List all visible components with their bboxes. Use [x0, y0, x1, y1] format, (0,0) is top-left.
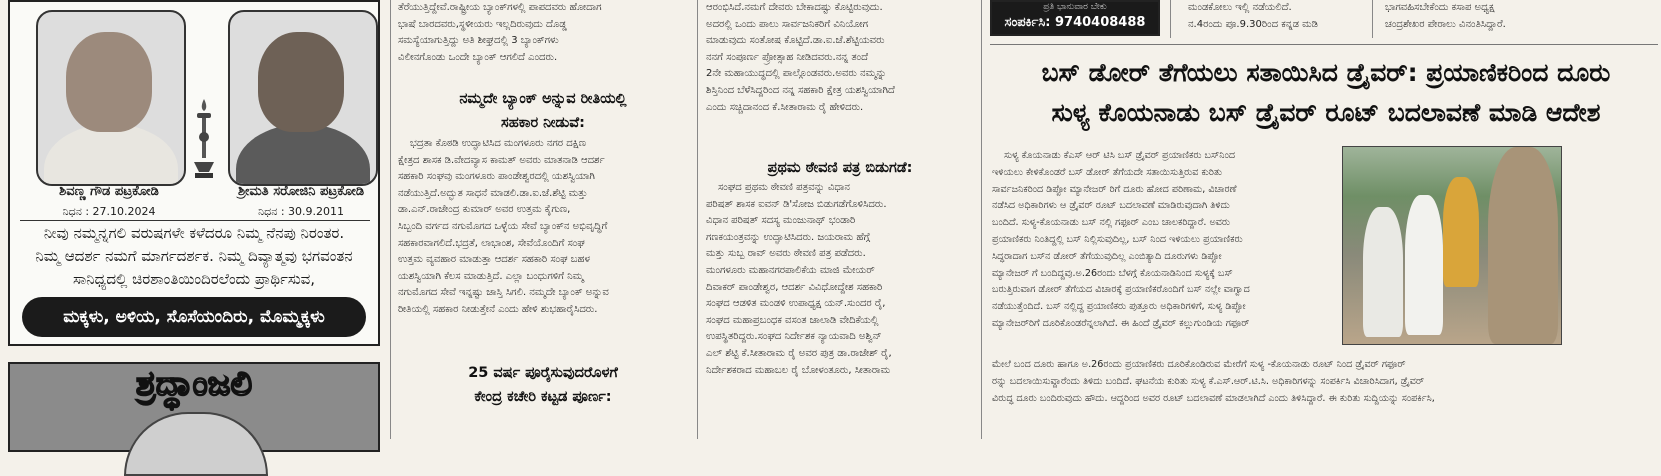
paragraph-line: ಭಾಗವಹಿಸಬೇಕೆಂದು ಕಸಾಪ ಅಧ್ಯಕ್ಷ — [1385, 2, 1495, 13]
paragraph-line: ಸಿಬ್ಬಂದಿ ವರ್ಗದ ನಗುಮೊಗದ ಒಳ್ಳೆಯ ಸೇವೆ ಬ್ಯಾಂಕ್‌ನ ಅಭಿವೃದ್ಧಿಗೆ — [398, 220, 608, 232]
paragraph-line: ಭದ್ರತಾ ಕೊಠಡಿ ಉದ್ಘಾಟಿಸಿದ ಮಂಗಳೂರು ನಗರ ದಕ್ಷಿಣ — [410, 138, 587, 149]
article-column-2-body — [706, 180, 974, 379]
paragraph-line: ಇಳಿಯಲು ಕೇಳಿಕೊಂಡರೆ ಬಸ್ ಡೋರ್ ತೆಗೆಯದೇ ಸತಾಯಿಸುತ್ತಿರುವ ಕುರಿತು — [992, 166, 1223, 178]
tribute-portrait — [124, 412, 268, 476]
paragraph-line: ಕ್ಷೇತ್ರದ ಶಾಸಕ ಡಿ.ವೇದವ್ಯಾಸ ಕಾಮತ್ ಅವರು ಮಾತನಾಡಿ ಆದರ್ಶ — [398, 154, 605, 166]
paragraph-line: ಪರಿಷತ್ ಶಾಸಕ ಐವನ್ ಡಿ'ಸೋಜ ಬಿಡುಗಡೆಗೊಳಿಸಿದರು. — [706, 198, 887, 210]
paragraph-line: ನಡೆಯುತ್ತಿದೆ.ಅದ್ಭುತ ಸಾಧನೆ ಮಾಡಲಿ.ಡಾ.ಐ.ಜೆ.ಶೆಟ್ಟಿ ಮತ್ತು — [398, 187, 588, 199]
classified-ad — [990, 0, 1160, 36]
portrait-right — [228, 10, 378, 186]
paragraph-line: ಸಂಘದ ಮಹಾಪ್ರಬಂಧಕ ವಸಂತ ಜಾಲಾಡಿ ವೇದಿಕೆಯಲ್ಲಿ — [706, 314, 879, 326]
subheading: 25 ವರ್ಷ ಪೂರೈಸುವುದರೊಳಗೆ — [468, 365, 618, 381]
paragraph-line: ಆರಂಭಿಸಿದೆ.ನಮಗೆ ದೇವರು ಬೇಕಾದಷ್ಟು ಕೊಟ್ಟಿರುವುದು. — [706, 2, 883, 13]
paragraph-line: ಮೇಲೆ ಬಂದ ದೂರು ಹಾಗೂ ಅ.26ರಂದು ಪ್ರಯಾಣಿಕರು ದೂರಿಕೊಂಡಿರುವ ಮೇರೆಗೆ ಸುಳ್ಯ -ಕೊಯನಾಡು ರೂಟ್ ನಿಂದ ಡ್ರೈವರ್ ಗಫೂರ್ — [992, 359, 1406, 370]
column-divider — [1372, 0, 1373, 38]
obituary-line: ಸಾನಿಧ್ಯದಲ್ಲಿ ಚಿರಶಾಂತಿಯಿಂದಿರಲೆಂದು ಪ್ರಾರ್ಥಿಸುವ, — [72, 270, 316, 288]
paragraph-line: ನನಗೆ ಸಂಪೂರ್ಣ ಪ್ರೋತ್ಸಾಹ ನೀಡಿದವರು.ನನ್ನ ತಂದೆ — [706, 51, 868, 63]
ad-phone: ಸಂಪರ್ಕಿಸಿ: 9740408488 — [1004, 15, 1146, 30]
paragraph-line: ನಗುಮೊಗದ ಸೇವೆ ಇನ್ನಷ್ಟು ಜಾಸ್ತಿ ಸಿಗಲಿ. ನಮ್ಮದೇ ಬ್ಯಾಂಕ್ ಅನ್ನುವ — [398, 287, 609, 299]
column-divider — [1170, 0, 1171, 38]
paragraph-line: ಡಾ.ಎನ್.ರಾಜೇಂದ್ರ ಕುಮಾರ್ ಅವರ ಉತ್ತಮ ಕೈಗುಣ, — [398, 204, 571, 216]
paragraph-line: ವಿರುದ್ಧ ದೂರು ಬಂದಿರುವುದು ಹೌದು. ಆದ್ದರಿಂದ ಅವರ ರೂಟ್ ಬದಲಾವಣೆ ಮಾಡಲಾಗಿದೆ ಎಂದು ತಿಳಿಸಿದ್ದಾರೆ. ಈ ಕುರಿತು ಸುದ್ದಿಯನ್ನು ಸಂಪರ್ಕಿಸಿ, — [992, 392, 1435, 404]
paragraph-line: ಸಿದ್ಧರಾದಾಗ ಬಸ್‌ನ ಡೋರ್ ತೆಗೆಯುವುದಿಲ್ಲ ಎಂಬಿತ್ಯಾದಿ ದೂರುಗಳು ಡಿಪ್ಪೋ — [992, 250, 1222, 262]
paragraph-line: ಉತ್ತಮ ವ್ಯವಹಾರ ಮಾಡುತ್ತಾ ಆದರ್ಶ ಸಹಕಾರಿ ಸಂಘ ಬಹಳ — [398, 254, 590, 266]
paragraph-line: ಅದರಲ್ಲಿ ಒಂದು ಪಾಲು ಸಾರ್ವಜನಿಕರಿಗೆ ವಿನಿಯೋಗ — [706, 18, 869, 30]
subheading: ಕೇಂದ್ರ ಕಚೇರಿ ಕಟ್ಟಡ ಪೂರ್ಣ: — [474, 389, 612, 405]
left-person-name: ಶಿವಣ್ಣ ಗೌಡ ಪಟ್ರಕೋಡಿ — [59, 184, 159, 199]
obituary-line: ನೀವು ನಮ್ಮನ್ನಗಲಿ ವರುಷಗಳೇ ಕಳೆದರೂ ನಿಮ್ಮ ನೆನಪು ನಿರಂತರ. — [43, 224, 345, 242]
subheading: ಸಹಕಾರ ನೀಡುವೆ: — [501, 115, 585, 131]
paragraph-line: ಎಂದು ಸಚ್ಚಿದಾನಂದ ಕೆ.ಸೀತಾರಾಮ ರೈ ಹೇಳಿದರು. — [706, 101, 864, 113]
paragraph-line: ಸಮಸ್ಯೆಯಾಗುತ್ತಿದ್ದು ಅತಿ ಶೀಘ್ರದಲ್ಲಿ 3 ಬ್ಯಾಂಕ್‌ಗಳು — [398, 35, 559, 47]
paragraph-line: ಸುಳ್ಯ ಕೊಯನಾಡು ಕೆಎಸ್ ಆರ್ ಟಿಸಿ ಬಸ್ ಡ್ರೈವರ್ ಪ್ರಯಾಣಿಕರು ಬಸ್‌ನಿಂದ — [1004, 150, 1236, 161]
paragraph-line: ಮಂಡಕೋಲು ಇಲ್ಲಿ ನಡೆಯಲಿದೆ. — [1188, 2, 1292, 13]
obituary-line: ನಿಮ್ಮ ಆದರ್ಶ ನಮಗೆ ಮಾರ್ಗದರ್ಶಕ. ನಿಮ್ಮ ದಿವ್ಯಾತ್ಮವು ಭಗವಂತನ — [35, 247, 353, 265]
headline-line-2: ಸುಳ್ಯ ಕೊಯನಾಡು ಬಸ್ ಡ್ರೈವರ್ ರೂಟ್ ಬದಲಾವಣೆ ಮಾಡಿ ಆದೇಶ — [1051, 98, 1601, 127]
left-death-date: ನಿಧನ : 27.10.2024 — [62, 205, 156, 218]
column-divider — [697, 0, 698, 439]
subheading: ನಮ್ಮದೇ ಬ್ಯಾಂಕ್ ಅನ್ನುವ ರೀತಿಯಲ್ಲಿ — [459, 91, 627, 107]
divider — [990, 44, 1658, 45]
tribute-title: ಶ್ರದ್ಧಾಂಜಲಿ — [135, 364, 253, 404]
article-column-2 — [706, 0, 974, 116]
paragraph-line: ಮಾಡುವುದು ಸಂತೋಷ ಕೊಟ್ಟಿದೆ.ಡಾ.ಐ.ಜೆ.ಶೆಟ್ಟಿಯವರು — [706, 35, 885, 47]
news-photo — [1342, 146, 1562, 345]
paragraph-line: ಸಹಕಾರವಾಗಲಿದೆ.ಭದ್ರತೆ, ಲಾಭಾಂಶ, ಸೇವೆಯೊಂದಿಗೆ ಸಂಘ — [398, 237, 585, 249]
right-death-date: ನಿಧನ : 30.9.2011 — [257, 205, 345, 218]
paragraph-line: ಸಂಘದ ಪ್ರಥಮ ಠೇವಣಿ ಪತ್ರವನ್ನು ವಿಧಾನ — [718, 182, 850, 193]
paragraph-line: ಭಾಷೆ ಬಾರದವರು,ಸ್ಥಳೀಯರು ಇಲ್ಲದಿರುವುದು ದೊಡ್ಡ — [398, 18, 567, 30]
paragraph-line: ರೀತಿಯಲ್ಲಿ ಸಹಕಾರ ನೀಡುತ್ತೇನೆ ಎಂದು ಹೇಳಿ ಶುಭಹಾರೈಸಿದರು. — [398, 303, 598, 315]
paragraph-line: ರನ್ನು ಬದಲಾಯಿಸುವ್ದಾರೆಂದು ತಿಳಿದು ಬಂದಿದೆ. ಘಟನೆಯ ಕುರಿತು ಸುಳ್ಯ ಕೆ.ಎಸ್.ಆರ್.ಟಿ.ಸಿ. ಅಧಿಕಾರಿಗಳನ್ನು ಸಂಪರ್ಕಿಸಿ ವಿಚಾರಿಸಿದಾಗ, ಡ್ರೈವರ್ — [992, 375, 1425, 387]
news-body-wide — [992, 357, 1660, 407]
paragraph-line: ವಿಧಾನ ಪರಿಷತ್ ಸದಸ್ಯ ಮಂಜುನಾಥ್ ಭಂಡಾರಿ — [706, 215, 856, 227]
oil-lamp-icon — [189, 97, 219, 182]
column-divider — [981, 0, 982, 439]
paragraph-line: ಉಪಸ್ಥಿತರಿದ್ದರು.ಸಂಘದ ನಿರ್ದೇಶಕ ನ್ಯಾಯವಾದಿ ಅಶ್ವಿನ್ — [706, 331, 882, 343]
paragraph-line: ಮಂಗಳೂರು ಮಹಾನಗರಪಾಲಿಕೆಯ ಮಾಜಿ ಮೇಯರ್ — [706, 264, 875, 276]
paragraph-line: ಮ್ಯಾನೇಜರ್ ಗೆ ಬಂದಿದ್ದವು.ಅ.26ರಂದು ಬೆಳಗ್ಗೆ ಕೊಯನಾಡಿನಿಂದ ಸುಳ್ಯಕ್ಕೆ ಬಸ್ — [992, 267, 1233, 279]
paragraph-line: ಮತ್ತು ಸುಬ್ಬ ರಾವ್ ಅವರು ಠೇವಣಿ ಪತ್ರ ಪಡೆದರು. — [706, 248, 866, 260]
paragraph-line: ಚಂದ್ರಶೇಖರ ಪೇರಾಲು ವಿನಂತಿಸಿದ್ದಾರೆ. — [1385, 18, 1506, 30]
paragraph-line: ಸಹಕಾರಿ ಸಂಘವು ಮಂಗಳೂರು ಪಾಂಡೇಶ್ವರದಲ್ಲಿ ಯಶಸ್ವಿಯಾಗಿ — [398, 171, 595, 183]
paragraph-line: ಎಲ್ ಶೆಟ್ಟಿ ಕೆ.ಸೀತಾರಾಮ ರೈ ಅವರ ಪುತ್ರ ಡಾ.ರಾಜೇಶ್ ರೈ, — [706, 347, 892, 359]
column-divider — [390, 0, 391, 439]
paragraph-line: ನಿರ್ದೇಶಕರಾದ ಮಹಾಬಲ ರೈ ಬೋಳಂತೂರು, ಸೀತಾರಾಮ — [706, 364, 891, 376]
paragraph-line: ಸಾರ್ವಜನಿಕರಿಂದ ಡಿಪ್ಪೋ ಮ್ಯಾನೇಜರ್ ರಿಗೆ ದೂರು ಹೋದ ಪರಿಣಾಮ, ವಿಚಾರಣೆ — [992, 183, 1237, 195]
paragraph-line: ಮ್ಯಾನೇಜರ್‌ರಿಗೆ ದೂರಿಕೊಂಡರೆನ್ನಲಾಗಿದೆ. ಈ ಹಿಂದೆ ಡ್ರೈವರ್ ಕಲ್ಲುಗುಂಡಿಯ ಗಫೂರ್ — [992, 317, 1250, 329]
divider — [20, 220, 370, 221]
news-body-narrow — [992, 148, 1332, 333]
brief-column-1 — [1188, 0, 1364, 33]
subheading: ಪ್ರಥಮ ಠೇವಣಿ ಪತ್ರ ಬಿಡುಗಡೆ: — [767, 160, 913, 176]
family-banner: ಮಕ್ಕಳು, ಅಳಿಯ, ಸೊಸೆಯಂದಿರು, ಮೊಮ್ಮಕ್ಕಳು — [22, 297, 366, 337]
paragraph-line: ನ.4ರಂದು ಪೂ.9.30ರಿಂದ ಕನ್ನಡ ಮಡಿ — [1188, 18, 1318, 30]
paragraph-line: 2ನೇ ಮಹಾಯುದ್ಧದಲ್ಲಿ ಪಾಲ್ಗೊಂಡವರು.ಅವರು ನಮ್ಮನ್ನು — [706, 68, 887, 80]
article-column-1-body — [398, 136, 688, 319]
paragraph-line: ಶಿಸ್ತಿನಿಂದ ಬೆಳೆಸಿದ್ದರಿಂದ ನನ್ನ ಸಹಕಾರಿ ಕ್ಷೇತ್ರ ಯಶಸ್ವಿಯಾಗಿದೆ — [706, 84, 895, 96]
paragraph-line: ವಿಲೀನಗೊಂಡು ಒಂದೇ ಬ್ಯಾಂಕ್ ಆಗಲಿದೆ ಎಂದರು. — [398, 51, 558, 63]
paragraph-line: ಬಂದಿದೆ. ಸುಳ್ಯ-ಕೊಯನಾಡು ಬಸ್ ನಲ್ಲಿ ಗಫೂರ್ ಎಂಬ ಚಾಲಕರಿದ್ದಾರೆ. ಅವರು — [992, 217, 1231, 229]
ad-caption: ಪ್ರತಿ ಭಾನುವಾರ ಬೇಕು — [1043, 2, 1107, 12]
paragraph-line: ಸಂಘದ ಆಡಳಿತ ಮಂಡಳಿ ಉಪಾಧ್ಯಕ್ಷ ಯನ್.ಸುಂದರ ರೈ, — [706, 298, 886, 310]
headline-line-1: ಬಸ್ ಡೋರ್ ತೆಗೆಯಲು ಸತಾಯಿಸಿದ ಡ್ರೈವರ್: ಪ್ರಯಾಣಿಕರಿಂದ ದೂರು — [1041, 58, 1611, 87]
paragraph-line: ನಡೆಸಿದ ಅಧಿಕಾರಿಗಳು ಆ ಡ್ರೈವರ್ ರೂಟ್ ಬದಲಾವಣೆ ಮಾಡಿರುವುದಾಗಿ ತಿಳಿದು — [992, 200, 1230, 212]
paragraph-line: ಯಶಸ್ವಿಯಾಗಿ ಕೆಲಸ ಮಾಡುತ್ತಿದೆ. ಎಲ್ಲಾ ಬಂಧುಗಳಿಗೆ ನಿಮ್ಮ — [398, 270, 584, 282]
paragraph-line: ಗಣಕಯಂತ್ರವನ್ನು ಉದ್ಘಾಟಿಸಿದರು. ಜಯರಾಮ ಹೆಗ್ಗೆ — [706, 231, 871, 243]
brief-column-2 — [1385, 0, 1655, 33]
paragraph-line: ಪ್ರಯಾಣಿಕರು ನಿಂತಿದ್ದಲ್ಲಿ ಬಸ್ ನಿಲ್ಲಿಸುವುದಿಲ್ಲ, ಬಸ್ ನಿಂದ ಇಳಿಯಲು ಪ್ರಯಾಣಿಕರು — [992, 233, 1243, 245]
paragraph-line: ದಿವಾಕರ್ ಪಾಂಡೇಶ್ವರ, ಆದರ್ಶ ವಿವಿಧೋದ್ದೇಶ ಸಹಕಾರಿ — [706, 281, 883, 293]
obituary-box — [8, 0, 380, 346]
paragraph-line: ತೆರೆಯುತ್ತಿದ್ದೇವೆ.ರಾಷ್ಟ್ರೀಯ ಬ್ಯಾಂಕ್‌ಗಳಲ್ಲಿ ಪಾಪದವರು ಹೋದಾಗ — [398, 2, 602, 13]
right-person-name: ಶ್ರೀಮತಿ ಸರೋಜಿನಿ ಪಟ್ರಕೋಡಿ — [237, 184, 365, 199]
paragraph-line: ಬರುತ್ತಿರುವಾಗ ಡೋರ್ ತೆಗೆಯದ ವಿಚಾರಕ್ಕೆ ಪ್ರಯಾಣಿಕರೊಂದಿಗೆ ಬಸ್ ನಲ್ಲೇ ವಾಗ್ವಾದ — [992, 284, 1250, 296]
portrait-left — [36, 10, 186, 186]
paragraph-line: ನಡೆಯುತ್ತೆಂದಿದೆ. ಬಸ್ ನಲ್ಲಿದ್ದ ಪ್ರಯಾಣಿಕರು ಪುತ್ತೂರು ಅಧಿಕಾರಿಗಳಿಗೆ, ಸುಳ್ಯ ಡಿಪ್ಪೋ — [992, 301, 1246, 313]
article-column-1 — [398, 0, 688, 66]
